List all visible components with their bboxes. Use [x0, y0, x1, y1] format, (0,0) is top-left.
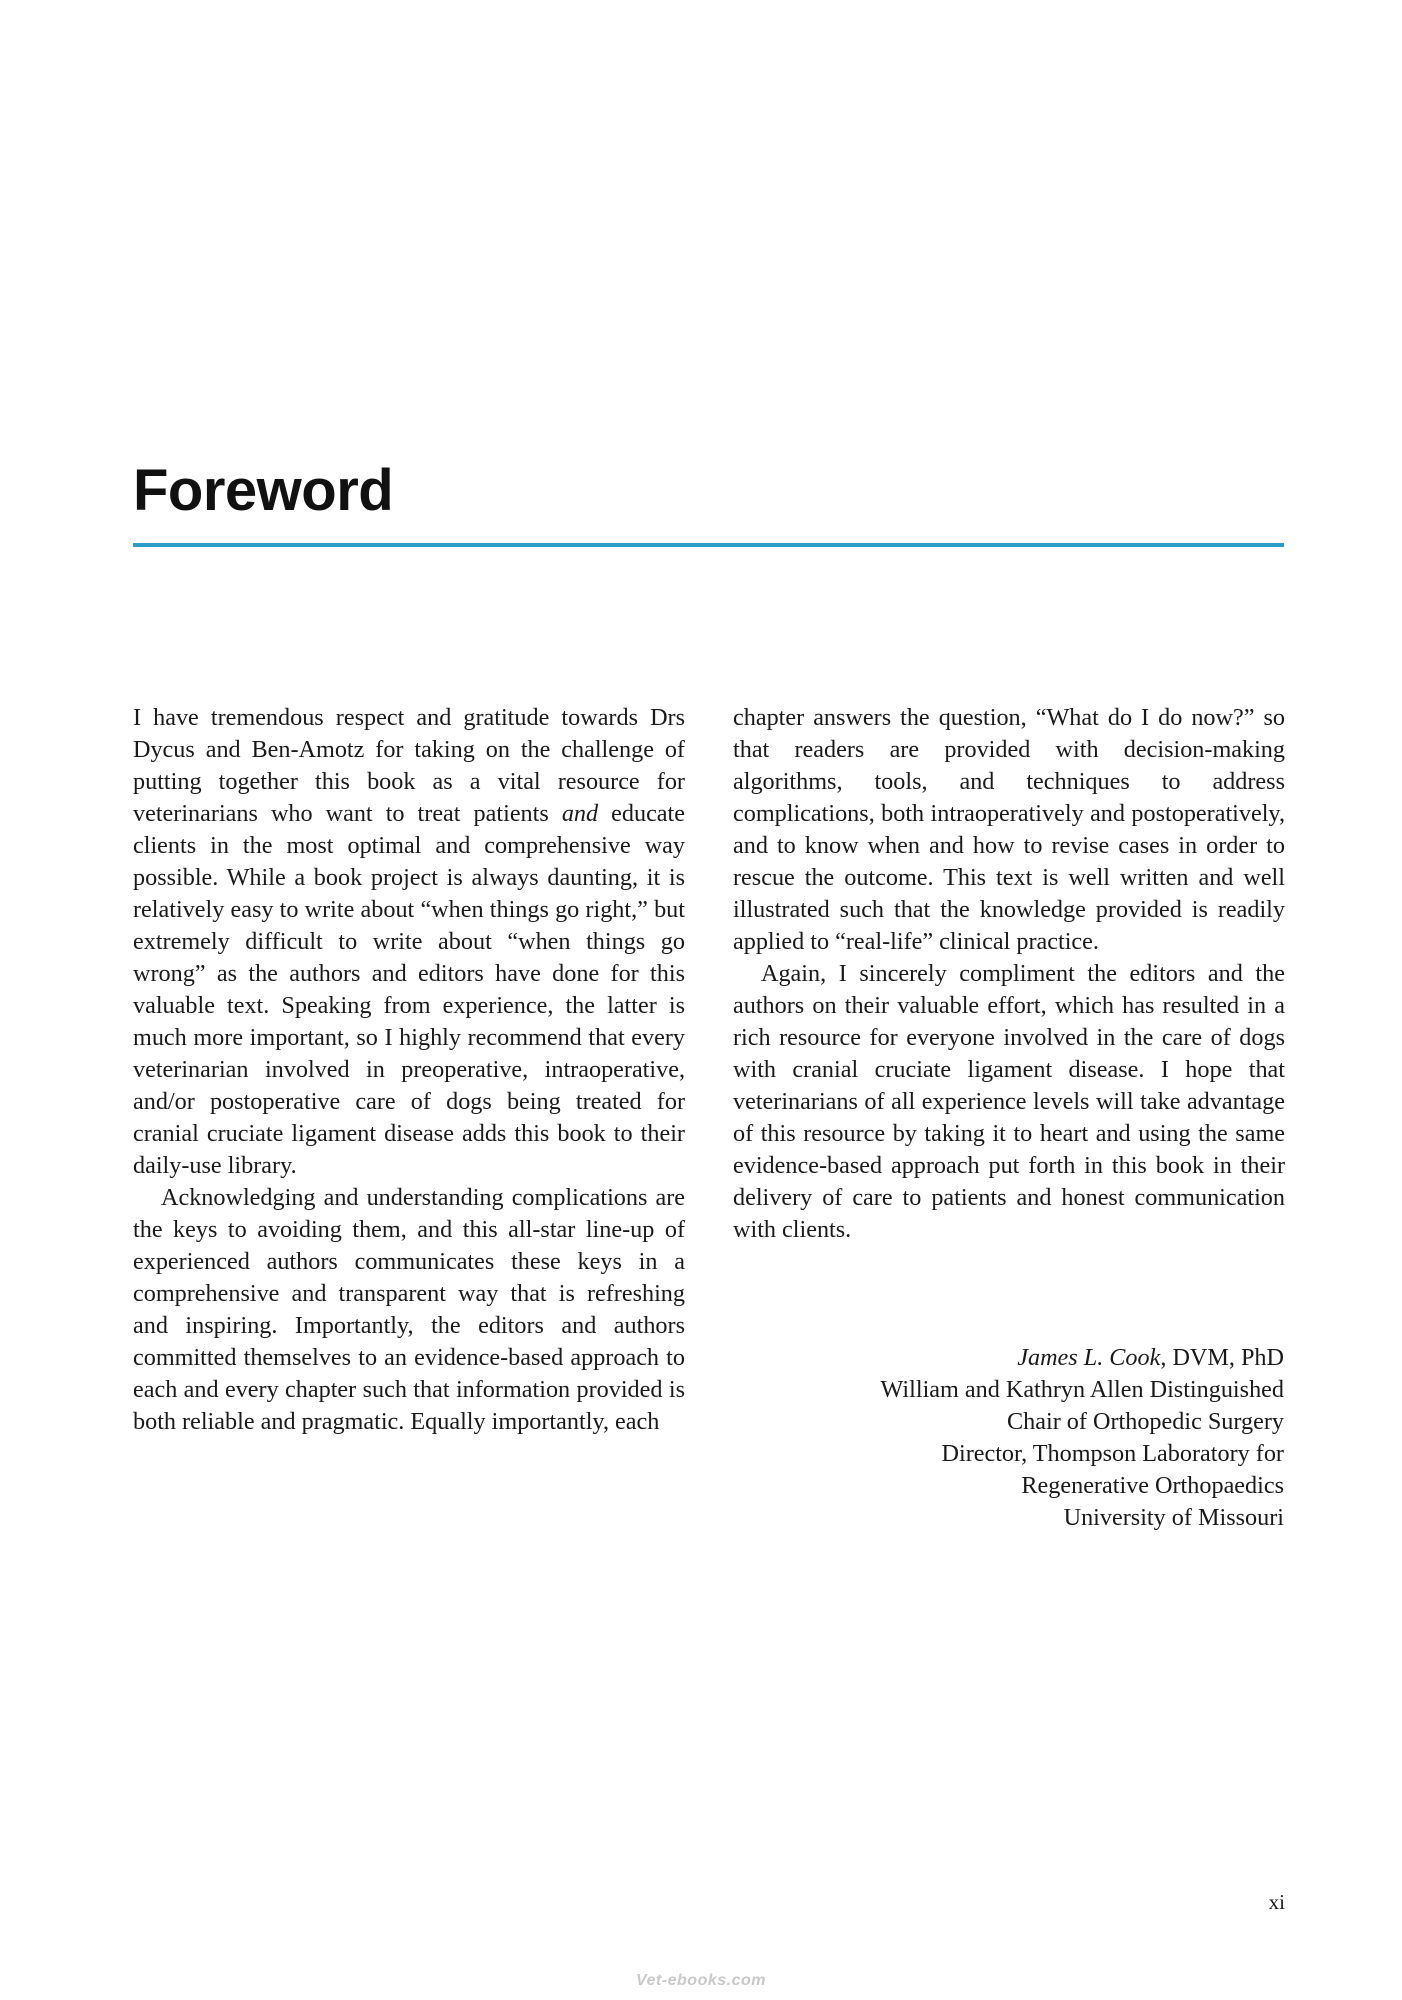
emphasis-text: and: [561, 800, 599, 827]
page-title: Foreword: [133, 458, 394, 523]
paragraph: chapter answers the question, “What do I do now?” so that readers are provided with decision-making algorithms, tools, and techniques to address complications, both intraoperatively and postoperatively, and to know when and how to revise cases in order to rescue the outcome. This text is well written and well illustrated such that the knowledge provided is readily applied to “real-life” clinical practice.: [733, 704, 1285, 955]
paragraph: Acknowledging and understanding complications are the keys to avoiding them, and this all-star line-up of experienced authors communicates these keys in a comprehensive and transparent way that is refreshing and inspiring. Importantly, the editors and authors committed themselves to an evidence-based approach to each and every chapter such that information provided is both reliable and pragmatic. Equally importantly, each: [133, 1184, 685, 1435]
signature-block: [733, 1342, 1284, 1534]
author-name: James L. Cook: [1017, 1344, 1161, 1371]
left-column: [133, 702, 685, 1438]
signature-line: Regenerative Orthopaedics: [1021, 1472, 1284, 1499]
signature-line: Chair of Orthopedic Surgery: [1007, 1408, 1284, 1435]
paragraph-text: I have tremendous respect and gratitude towards Drs Dycus and Ben-Amotz for taking on the challenge of putting together this book as a vital resource for veterinarians who want to treat patients: [133, 704, 685, 827]
watermark-logo: Vet-ebooks.com: [636, 1972, 766, 1989]
paragraph-text: educate clients in the most optimal and comprehensive way possible. While a book project is always daunting, it is relatively easy to write about “when things go right,” but extremely difficult to write about “when things go wrong” as the authors and editors have done for this valuable text. Speaking from experience, the latter is much more important, so I highly recommend that every veterinarian involved in preoperative, intraoperative, and/or postoperative care of dogs being treated for cranial cruciate ligament disease adds this book to their daily-use library.: [133, 800, 685, 1179]
signature-line: William and Kathryn Allen Distinguished: [880, 1376, 1284, 1403]
page-number: xi: [1268, 1890, 1285, 1914]
signature-line: Director, Thompson Laboratory for: [941, 1440, 1284, 1467]
paragraph: [133, 702, 685, 1182]
author-credentials: , DVM, PhD: [1160, 1344, 1284, 1371]
signature-name-line: [733, 1342, 1284, 1374]
paragraph: Again, I sincerely compliment the editors and the authors on their valuable effort, which has resulted in a rich resource for everyone involved in the care of dogs with cranial cruciate ligament disease. I hope that veterinarians of all experience levels will take advantage of this resource by taking it to heart and using the same evidence-based approach put forth in this book in their delivery of care to patients and honest communication with clients.: [733, 960, 1285, 1243]
right-column: [733, 702, 1285, 1246]
signature-line: University of Missouri: [1063, 1504, 1284, 1531]
title-rule: [133, 543, 1284, 547]
